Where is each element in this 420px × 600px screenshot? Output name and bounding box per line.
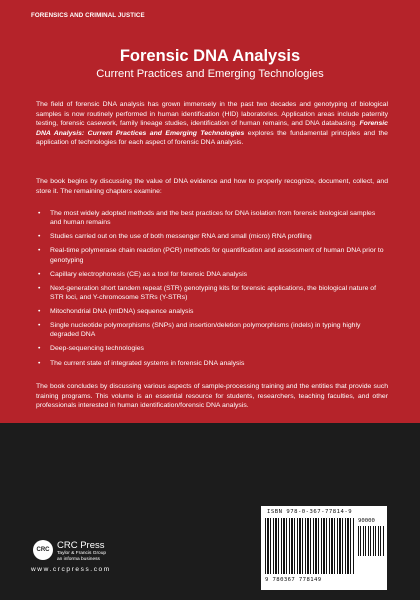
list-item: [36, 246, 388, 264]
list-item-text: Capillary electrophoresis (CE) as a tool for forensic DNA analysis: [50, 270, 248, 278]
list-item: [36, 359, 388, 368]
bullet-icon: •: [38, 210, 41, 217]
list-item-text: The most widely adopted methods and the best practices for DNA isolation from forensic biological samples and human remains: [50, 210, 376, 227]
barcode-bars: [265, 518, 355, 574]
bullet-icon: •: [38, 247, 41, 255]
bullet-icon: •: [38, 308, 41, 316]
publisher-group: Taylor & Francis Group: [57, 551, 107, 556]
list-item: [36, 270, 388, 279]
lead-in-paragraph: The book begins by discussing the value of DNA evidence and how to properly recognize, document, collect, and store it. The remaining chapters examine:: [36, 178, 388, 195]
isbn-text: ISBN 978-0-367-77814-9: [267, 509, 353, 515]
intro-text-after: explores the fundamental principles and the application of technologies for each aspect of forensic DNA analysis.: [36, 129, 388, 146]
price-addon: 90000: [358, 518, 375, 524]
intro-book-title: Forensic DNA Analysis: Current Practices and Emerging Technologies: [36, 120, 388, 137]
list-item-text: Deep-sequencing technologies: [50, 345, 144, 353]
list-item: [36, 344, 388, 353]
list-item-text: Next-generation short tandem repeat (STR) genotyping kits for forensic applications, the biological nature of STR loci, and Y-chromosome STRs (Y-STRs): [50, 284, 377, 301]
closing-paragraph: The book concludes by discussing various aspects of sample-processing training and the entities that provide such training programs. This volume is an essential resource for students, researchers, teaching faculties, and other professionals interested in human identification/forensic DNA analysis.: [36, 383, 388, 409]
bullet-icon: •: [38, 270, 41, 278]
publisher-block: [57, 541, 106, 562]
list-item: [36, 209, 388, 227]
addon-barcode-bars: [358, 526, 384, 556]
list-item: [36, 307, 388, 316]
publisher-business: an informa business: [57, 556, 100, 562]
bullet-icon: •: [38, 359, 41, 367]
bullet-icon: •: [38, 345, 41, 353]
publisher-url: www.crcpress.com: [31, 566, 111, 573]
bullet-icon: •: [38, 233, 41, 241]
list-item-text: Single nucleotide polymorphisms (SNPs) and insertion/deletion polymorphisms (indels) in typing highly degraded DNA: [50, 322, 361, 339]
list-item: [36, 284, 388, 302]
isbn-barcode: [261, 506, 387, 590]
intro-text-before: The field of forensic DNA analysis has grown immensely in the past two decades and genotyping of biological samples is now routinely performed in human identification (HID) laboratories. Application areas include paternity testing, forensic casework, family lineage studies, identification of human remains, and DNA databasing.: [36, 101, 388, 127]
bullet-icon: •: [38, 322, 41, 330]
book-title: Forensic DNA Analysis: [119, 47, 301, 65]
list-item: [36, 321, 388, 339]
intro-paragraph: [36, 100, 388, 148]
topic-list: [36, 209, 388, 373]
list-item-text: Studies carried out on the use of both messenger RNA and small (micro) RNA profiling: [50, 233, 312, 241]
list-item-text: Mitochondrial DNA (mtDNA) sequence analysis: [50, 308, 194, 316]
barcode-digits: 9 780367 778149: [265, 577, 322, 583]
publisher-name: CRC Press: [57, 540, 105, 551]
book-subtitle: Current Practices and Emerging Technologies: [96, 68, 324, 80]
series-label: FORENSICS AND CRIMINAL JUSTICE: [31, 12, 145, 19]
crc-press-logo-icon: CRC: [33, 540, 53, 560]
list-item-text: The current state of integrated systems in forensic DNA analysis: [50, 359, 245, 367]
list-item-text: Real-time polymerase chain reaction (PCR) methods for quantification and assessment of human DNA prior to genotyping: [50, 247, 384, 264]
bullet-icon: •: [38, 284, 41, 292]
list-item: [36, 232, 388, 241]
